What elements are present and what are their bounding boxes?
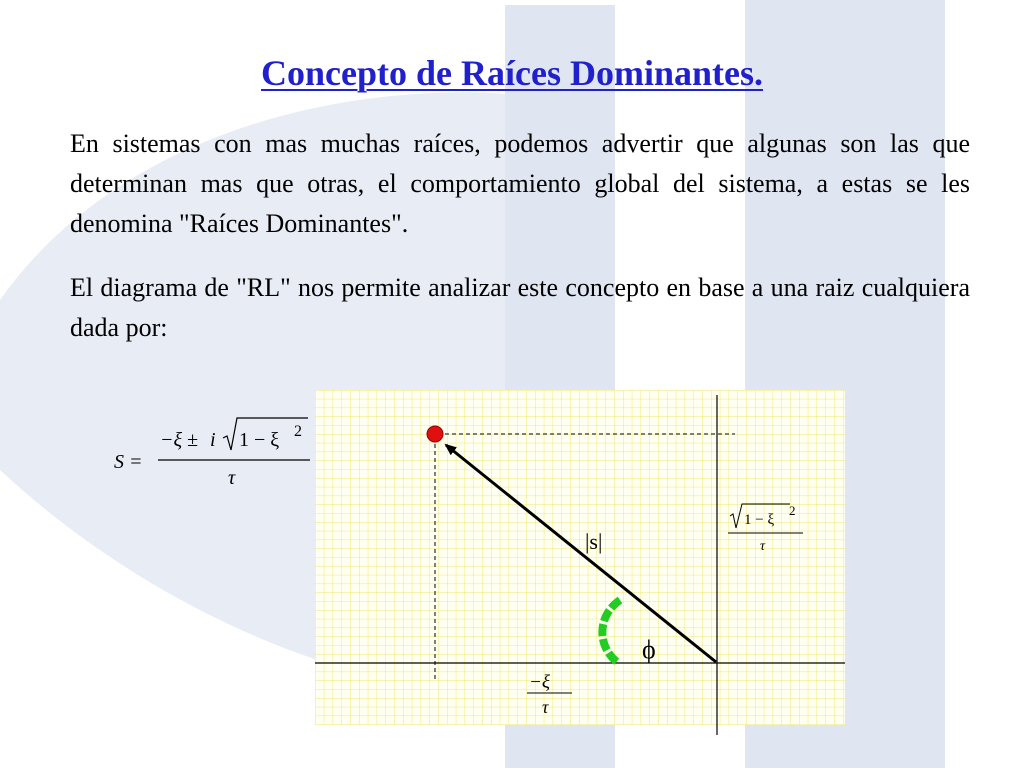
formula-exponent: 2 — [294, 423, 302, 440]
formula-denominator: τ — [228, 467, 236, 489]
slide-title: Concepto de Raíces Dominantes. — [261, 53, 763, 93]
real-label-denominator: τ — [542, 697, 549, 717]
imag-label-denominator: τ — [760, 539, 766, 554]
real-label-numerator: −ξ — [529, 672, 550, 693]
formula-lhs: S = — [114, 451, 143, 473]
paragraph-dominant-roots: En sistemas con mas muchas raíces, podemos advertir que algunas son las que determinan mas que otras, el comportamiento global del sistema, a estas se les denomina "Raíces Dominantes". — [70, 129, 970, 238]
root-point — [427, 426, 443, 442]
paragraph-rl-diagram: El diagrama de "RL" nos permite analizar este concepto en base a una raiz cualquiera dada por: — [70, 273, 970, 342]
grid-lines — [315, 390, 845, 725]
root-formula — [112, 412, 312, 492]
imag-label-exponent: 2 — [789, 503, 796, 518]
formula-numerator-i: i — [210, 429, 216, 451]
imag-label-numerator: 1 − ξ — [744, 512, 775, 528]
angle-label: ϕ — [642, 635, 656, 664]
magnitude-label: |s| — [585, 529, 603, 554]
formula-numerator-neg-xi: −ξ ± — [160, 429, 199, 451]
formula-radicand: 1 − ξ — [239, 429, 280, 451]
